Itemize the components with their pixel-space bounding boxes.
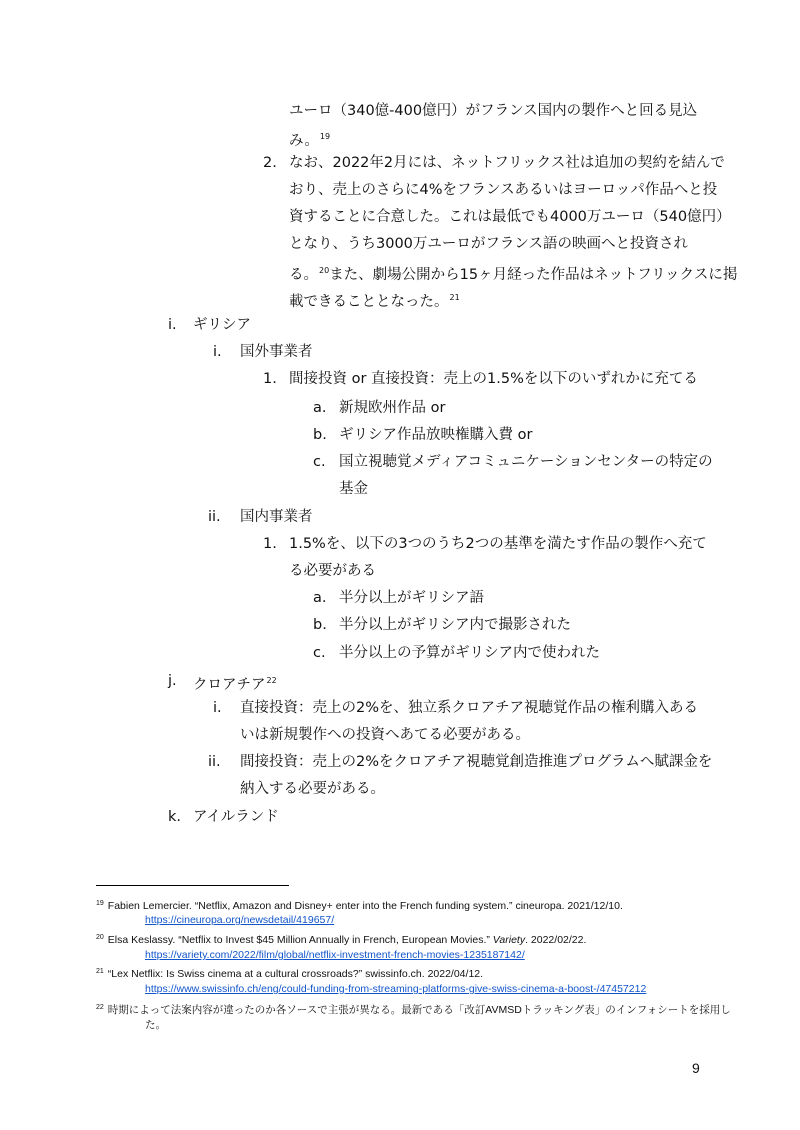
footnote-publication: Variety: [492, 934, 526, 946]
footnote-continuation: た。: [145, 1019, 166, 1031]
list-marker: j.: [168, 673, 177, 689]
footnote-text: 時期によって法案内容が違ったのか各ソースで主張が異なる。最新である「改訂AVMSDトラッキング表」のインフォシートを採用し: [107, 1004, 731, 1016]
footnote: [96, 965, 483, 981]
body-line: 間接投資：売上の2%をクロアチア視聴覚創造推進プログラムへ賦課金を: [240, 754, 713, 770]
body-line: 半分以上がギリシア語: [339, 590, 484, 606]
section-heading: アイルランド: [193, 809, 279, 825]
footnote-ref[interactable]: 20: [319, 266, 330, 275]
footnote-text: Elsa Keslassy. “Netflix to Invest $45 Million Annually in French, European Movies.”: [107, 934, 493, 946]
body-line: み。$^{19}$: [289, 132, 331, 149]
body-line: る必要がある: [289, 563, 376, 579]
list-marker: ii.: [208, 754, 221, 770]
body-line: 1.5%を、以下の3つのうち2つの基準を満たす作品の製作へ充て: [289, 536, 707, 552]
list-marker: c.: [313, 454, 326, 470]
list-marker: b.: [313, 427, 327, 443]
footnote-link[interactable]: https://cineuropa.org/newsdetail/419657/: [145, 914, 335, 926]
body-line: る。$^{20}$また、劇場公開から15ヶ月経った作品はネットフリックスに掲: [289, 266, 738, 283]
body-line: いは新規製作への投資へあてる必要がある。: [240, 727, 530, 743]
footnote-number: 19: [96, 900, 104, 907]
footnote-link[interactable]: https://www.swissinfo.ch/eng/could-funding-from-streaming-platforms-give-swiss-cinema-a-boost-/47457212: [145, 983, 647, 995]
subsection-heading: 国外事業者: [240, 344, 313, 360]
footnote-text: . 2022/02/22.: [525, 934, 587, 946]
body-line: ギリシア作品放映権購入費 or: [339, 427, 533, 443]
list-marker: k.: [168, 809, 182, 825]
footnote-ref[interactable]: 22: [266, 676, 277, 685]
footnote-ref[interactable]: 19: [319, 132, 331, 141]
list-marker: a.: [313, 590, 327, 606]
list-number: 1.: [263, 536, 277, 552]
list-marker: i.: [168, 317, 177, 333]
footnote: [96, 1001, 731, 1017]
section-heading: ギリシア: [193, 317, 251, 333]
list-marker: c.: [313, 645, 326, 661]
list-number: 1.: [263, 371, 277, 387]
body-line: 資することに合意した。これは最低でも4000万ユーロ（540億円）: [289, 209, 731, 225]
list-marker: ii.: [208, 509, 221, 525]
body-line: 半分以上がギリシア内で撮影された: [339, 617, 571, 633]
section-heading: クロアチア$^{22}$: [193, 676, 277, 693]
list-marker: i.: [213, 700, 222, 716]
footnote-ref[interactable]: 21: [449, 293, 460, 302]
subsection-heading: 国内事業者: [240, 509, 313, 525]
list-marker: b.: [313, 617, 327, 633]
list-marker: a.: [313, 400, 327, 416]
footnote-text: “Lex Netflix: Is Swiss cinema at a cultural crossroads?” swissinfo.ch. 2022/04/12.: [107, 968, 484, 980]
footnote-divider: [96, 885, 289, 886]
footnote-link[interactable]: https://variety.com/2022/film/global/netflix-investment-french-movies-1235187142/: [145, 949, 525, 961]
list-number: 2.: [263, 155, 277, 171]
footnote: [96, 897, 623, 913]
list-marker: i.: [213, 344, 222, 360]
footnote: [96, 931, 586, 947]
body-line: ユーロ（340億-400億円）がフランス国内の製作へと回る見込: [289, 103, 698, 119]
body-line: 基金: [339, 481, 368, 497]
body-line: 半分以上の予算がギリシア内で使われた: [339, 645, 600, 661]
footnote-number: 22: [96, 1004, 104, 1011]
footnote-number: 21: [96, 968, 104, 975]
body-line: となり、うち3000万ユーロがフランス語の映画へと投資され: [289, 236, 688, 252]
footnote-text: Fabien Lemercier. “Netflix, Amazon and Disney+ enter into the French funding system.” cineuropa. 2021/12/10.: [107, 900, 623, 912]
body-line: 間接投資 or 直接投資：売上の1.5%を以下のいずれかに充てる: [289, 371, 698, 387]
body-line: 直接投資：売上の2%を、独立系クロアチア視聴覚作品の権利購入ある: [240, 700, 699, 716]
body-line: 載できることとなった。$^{21}$: [289, 293, 460, 310]
footnote-number: 20: [96, 934, 104, 941]
body-line: 新規欧州作品 or: [339, 400, 446, 416]
page-number: 9: [692, 1060, 700, 1076]
body-line: 国立視聴覚メディアコミュニケーションセンターの特定の: [339, 454, 713, 470]
body-line: おり、売上のさらに4%をフランスあるいはヨーロッパ作品へと投: [289, 182, 718, 198]
body-line: なお、2022年2月には、ネットフリックス社は追加の契約を結んで: [289, 155, 725, 171]
body-line: 納入する必要がある。: [240, 781, 385, 797]
